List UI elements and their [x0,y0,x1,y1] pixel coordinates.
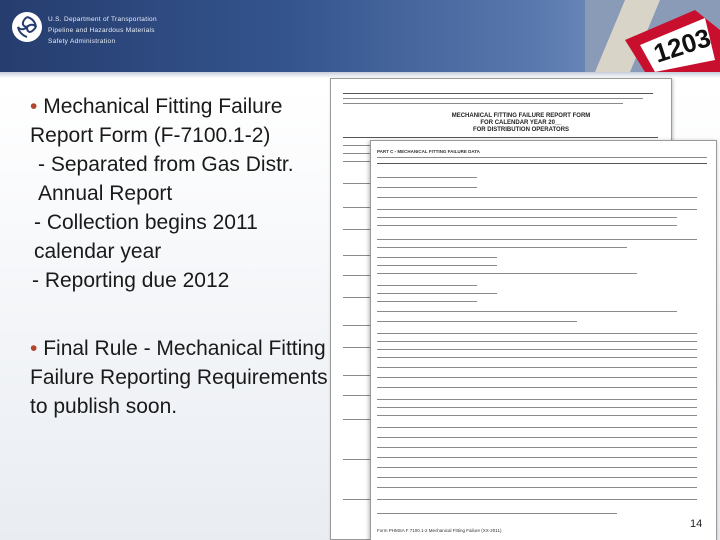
report-form-image-front [370,140,717,540]
bullet-1-title: Mechanical Fitting Failure Report Form (F-7100.1-2) [30,95,283,147]
form-title-line-2: FOR CALENDAR YEAR 20__ [480,120,562,126]
sub-bullet-2: - Collection begins 2011 calendar year [34,211,258,263]
agency-line-1: U.S. Department of Transportation [48,16,157,23]
sub-bullet-1: - Separated from Gas Distr. Annual Report [38,153,294,205]
sub-bullet-3: - Reporting due 2012 [32,269,230,292]
form-title-line-3: FOR DISTRIBUTION OPERATORS [472,127,570,133]
bullet-1 [30,92,330,150]
bullet-2-title: Final Rule - Mechanical Fitting Failure Reporting Requirements to publish soon. [30,337,328,418]
header-bar [0,0,720,72]
slide-body [30,92,330,421]
form-part-label: PART C - MECHANICAL FITTING FAILURE DATA [377,149,480,154]
bullet-marker: • [30,337,38,360]
page-number: 14 [690,518,703,530]
placard-number: 1203 [649,22,715,69]
dot-triskelion-icon [12,12,42,42]
form-title [401,113,641,134]
bullet-2 [30,334,330,421]
form-footer: Form PHMSA F 7100.1-2 Mechanical Fitting Failure (XX-2011) [377,528,502,533]
form-title-line-1: MECHANICAL FITTING FAILURE REPORT FORM [451,113,591,119]
agency-name [48,14,157,47]
bullet-marker: • [30,95,38,118]
agency-line-3: Safety Administration [48,38,116,45]
agency-line-2: Pipeline and Hazardous Materials [48,27,155,34]
hazmat-placard-image [585,0,720,72]
